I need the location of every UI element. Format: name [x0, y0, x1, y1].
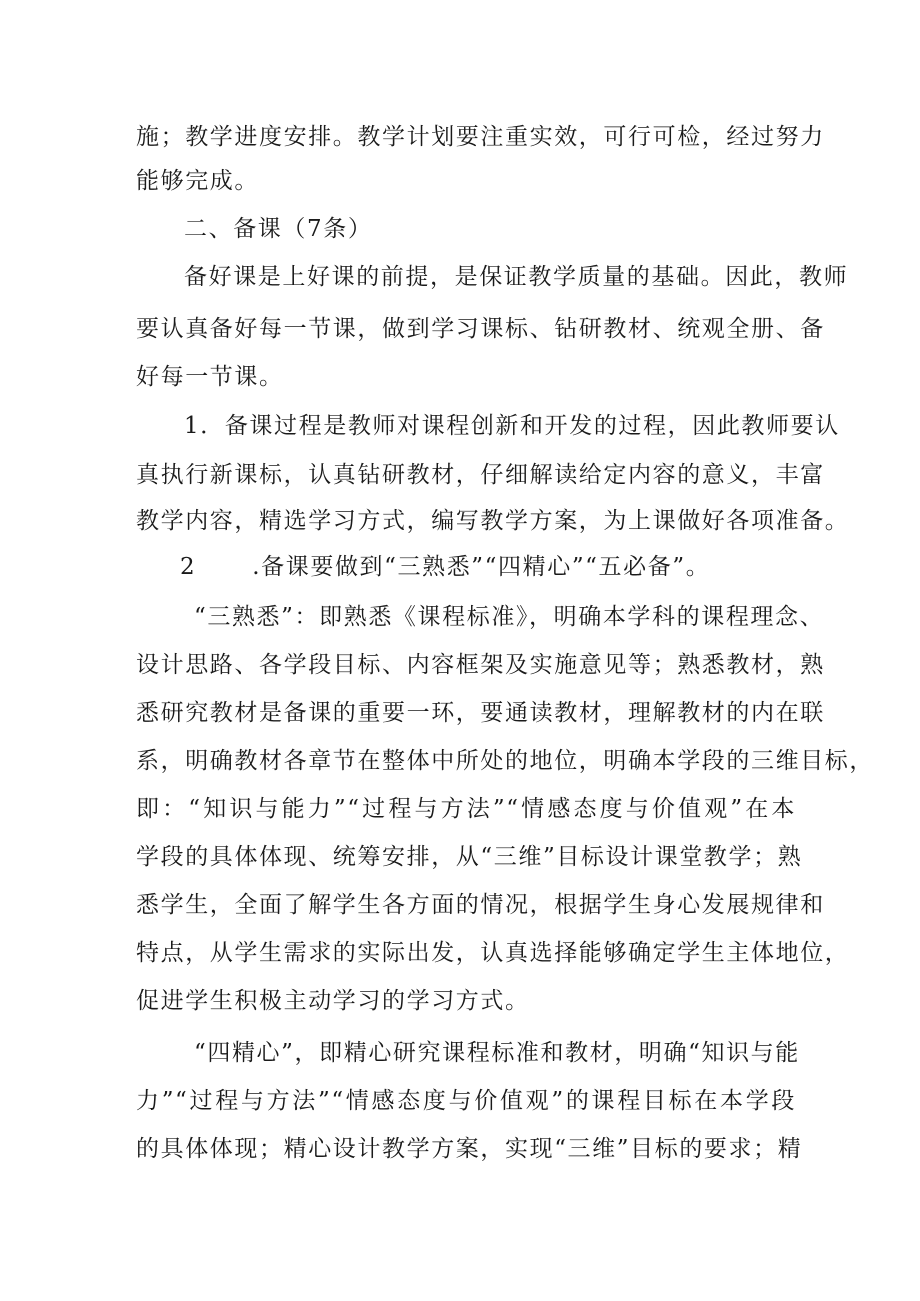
- paragraph-line: 能够完成。: [136, 168, 259, 194]
- paragraph-line: 即：“知识与能力”“过程与方法”“情感态度与价值观”在本: [136, 796, 796, 822]
- paragraph-line: 悉研究教材是备课的重要一环，要通读教材，理解教材的内在联: [136, 700, 825, 726]
- list-item-line: 教学内容，精选学习方式，编写教学方案，为上课做好各项准备。: [136, 508, 850, 534]
- paragraph-line: 系，明确教材各章节在整体中所处的地位，明确本学段的三维目标，: [136, 748, 874, 774]
- paragraph-line: 的具体体现；精心设计教学方案，实现“三维”目标的要求；精: [136, 1136, 803, 1162]
- list-item-text: .备课要做到“三熟悉”“四精心”“五必备”。: [252, 554, 711, 580]
- paragraph-line: “三熟悉”：即熟悉《课程标准》，明确本学科的课程理念、: [194, 604, 825, 630]
- list-item-line: 真执行新课标，认真钻研教材，仔细解读给定内容的意义，丰富: [136, 462, 825, 488]
- list-item-number: 2: [180, 554, 197, 580]
- paragraph-line: 施；教学进度安排。教学计划要注重实效，可行可检，经过努力: [136, 124, 825, 150]
- paragraph-line: 要认真备好每一节课，做到学习课标、钻研教材、统观全册、备: [136, 316, 825, 342]
- paragraph-line: 设计思路、各学段目标、内容框架及实施意见等；熟悉教材，熟: [136, 652, 825, 678]
- paragraph-line: 力”“过程与方法”“情感态度与价值观”的课程目标在本学段: [136, 1088, 796, 1114]
- list-item: [180, 552, 710, 582]
- section-heading: 二、备课（7条）: [184, 216, 373, 242]
- paragraph-line: 好每一节课。: [136, 364, 284, 390]
- paragraph-line: 悉学生，全面了解学生各方面的情况，根据学生身心发展规律和: [136, 892, 825, 918]
- paragraph-line: 促进学生积极主动学习的学习方式。: [136, 988, 530, 1014]
- paragraph-line: 备好课是上好课的前提，是保证教学质量的基础。因此，教师: [184, 264, 849, 290]
- paragraph-line: “四精心”，即精心研究课程标准和教材，明确“知识与能: [194, 1040, 800, 1066]
- paragraph-line: 学段的具体体现、统筹安排，从“三维”目标设计课堂教学；熟: [136, 844, 803, 870]
- paragraph-line: 特点，从学生需求的实际出发，认真选择能够确定学生主体地位，: [136, 940, 850, 966]
- list-item-line: 1．备课过程是教师对课程创新和开发的过程，因此教师要认: [184, 413, 840, 439]
